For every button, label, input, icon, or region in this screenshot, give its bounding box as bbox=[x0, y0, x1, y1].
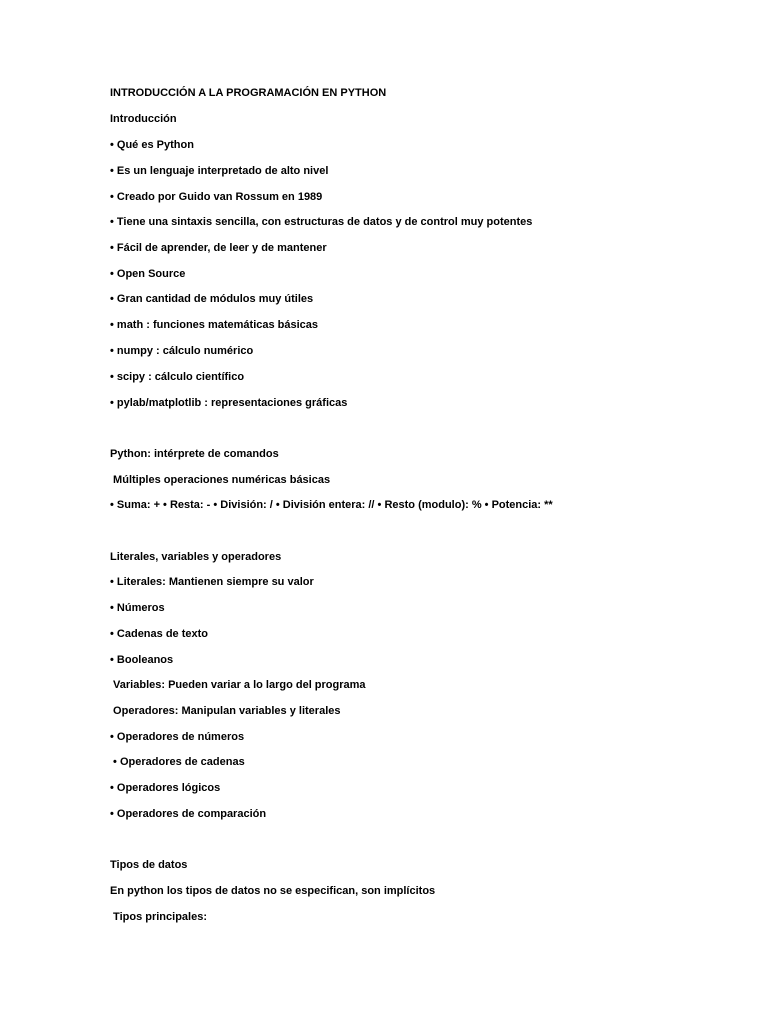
bullet-item: • Tiene una sintaxis sencilla, con estructuras de datos y de control muy potentes bbox=[110, 216, 533, 228]
bullet-item: • Números bbox=[110, 602, 165, 614]
bullet-item: • Operadores de comparación bbox=[110, 808, 267, 820]
bullet-item: • scipy : cálculo científico bbox=[110, 371, 245, 383]
text-line: En python los tipos de datos no se especifican, son implícitos bbox=[110, 885, 436, 897]
bullet-item: • Gran cantidad de módulos muy útiles bbox=[110, 293, 314, 305]
operators-line: • Suma: + • Resta: - • División: / • División entera: // • Resto (modulo): % • Potencia: ** bbox=[110, 499, 553, 511]
bullet-item: • Open Source bbox=[110, 268, 186, 280]
text-line: Operadores: Manipulan variables y literales bbox=[110, 705, 341, 717]
bullet-item: • Operadores lógicos bbox=[110, 782, 221, 794]
bullet-item: • Creado por Guido van Rossum en 1989 bbox=[110, 191, 323, 203]
section-heading: Literales, variables y operadores bbox=[110, 551, 282, 563]
text-line: Tipos principales: bbox=[110, 911, 207, 923]
section-heading: Tipos de datos bbox=[110, 859, 188, 871]
bullet-item: • pylab/matplotlib : representaciones gráficas bbox=[110, 397, 348, 409]
bullet-item: • math : funciones matemáticas básicas bbox=[110, 319, 319, 331]
bullet-item: • Fácil de aprender, de leer y de mantener bbox=[110, 242, 327, 254]
text-line: Múltiples operaciones numéricas básicas bbox=[110, 474, 331, 486]
section-heading: Introducción bbox=[110, 113, 177, 125]
bullet-item: • Operadores de cadenas bbox=[110, 756, 245, 768]
bullet-item: • numpy : cálculo numérico bbox=[110, 345, 254, 357]
section-heading: Python: intérprete de comandos bbox=[110, 448, 279, 460]
bullet-item: • Es un lenguaje interpretado de alto nivel bbox=[110, 165, 329, 177]
bullet-item: • Cadenas de texto bbox=[110, 628, 208, 640]
text-line: Variables: Pueden variar a lo largo del programa bbox=[110, 679, 366, 691]
bullet-item: • Literales: Mantienen siempre su valor bbox=[110, 576, 314, 588]
bullet-item: • Operadores de números bbox=[110, 731, 245, 743]
bullet-item: • Qué es Python bbox=[110, 139, 194, 151]
document-title: INTRODUCCIÓN A LA PROGRAMACIÓN EN PYTHON bbox=[110, 87, 387, 99]
bullet-item: • Booleanos bbox=[110, 654, 174, 666]
